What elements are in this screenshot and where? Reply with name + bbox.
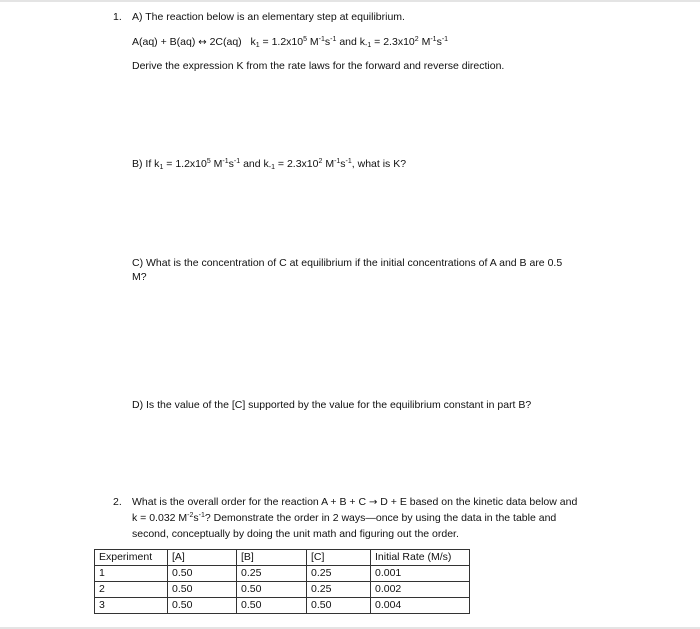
table-header-row [95, 550, 470, 566]
reaction-and: and [339, 36, 357, 48]
equilibrium-arrow-icon: ↔ [198, 37, 207, 48]
q1-c [132, 257, 562, 270]
table-cell: 0.004 [371, 598, 470, 614]
table-cell: 0.50 [168, 582, 237, 598]
table-cell: 3 [95, 598, 168, 614]
q2-line1: What is the overall order for the reaction A + B + C → D + E based on the kinetic data below and [132, 496, 578, 508]
q1-number: 1. [113, 11, 122, 23]
q1-d [132, 399, 531, 412]
q2-number: 2. [113, 496, 122, 508]
km1-expression: $k_{-1} = 2.3x10^2$ $M^{-1}s^{-1}$ [359, 36, 449, 49]
q1-c-label: C) [132, 257, 144, 269]
header-b: [B] [237, 550, 307, 566]
q1-c-line2: M? [132, 271, 147, 283]
header-experiment: Experiment [95, 550, 168, 566]
table-cell: 0.50 [168, 566, 237, 582]
q1-a-task: Derive the expression K from the rate laws for the forward and reverse direction. [132, 60, 505, 72]
table-row [95, 598, 470, 614]
q1-a-label: A) [132, 11, 143, 23]
table-cell: 0.50 [237, 582, 307, 598]
table-cell: 0.002 [371, 582, 470, 598]
table-cell: 0.25 [237, 566, 307, 582]
table-cell: 0.001 [371, 566, 470, 582]
header-c: [C] [307, 550, 371, 566]
table-row [95, 566, 470, 582]
q1-d-label: D) [132, 399, 144, 411]
q2-line2: k = 0.032 $M^{-2}s^{-1}$? Demonstrate the order in 2 ways—once by using the data in the table and [132, 512, 557, 524]
table-cell: 0.50 [168, 598, 237, 614]
reaction-rhs: 2C(aq) [209, 36, 242, 48]
q1-b: B) If $k_1 = 1.2x10^5$ $M^{-1}s^{-1}$ and $k_{-1} = 2.3x10^2$ $M^{-1}s^{-1}$, what is K? [132, 158, 407, 171]
q1-a-intro-text: The reaction below is an elementary step at equilibrium. [145, 11, 405, 23]
kinetics-table [94, 549, 470, 614]
q1-reaction [132, 36, 448, 49]
reaction-lhs: A(aq) + B(aq) [132, 36, 196, 48]
table-cell: 0.50 [307, 598, 371, 614]
q1-a-intro [132, 11, 405, 24]
q1-d-text: Is the value of the [C] supported by the value for the equilibrium constant in part B? [146, 399, 532, 411]
top-divider [0, 0, 700, 2]
header-a: [A] [168, 550, 237, 566]
table-cell: 0.25 [307, 566, 371, 582]
header-initial-rate: Initial Rate (M/s) [371, 550, 470, 566]
q1-c-line1: What is the concentration of C at equilibrium if the initial concentrations of A and B are 0.5 [146, 257, 563, 269]
table-cell: 2 [95, 582, 168, 598]
table-cell: 1 [95, 566, 168, 582]
q2-line3: second, conceptually by doing the unit math and figuring out the order. [132, 528, 459, 540]
table-cell: 0.25 [307, 582, 371, 598]
reaction-arrow-icon: → [368, 497, 378, 508]
table-cell: 0.50 [237, 598, 307, 614]
q1-b-label: B) [132, 158, 143, 170]
k1-expression: $k_1 = 1.2x10^5$ $M^{-1}s^{-1}$ [250, 36, 337, 49]
table-row [95, 582, 470, 598]
